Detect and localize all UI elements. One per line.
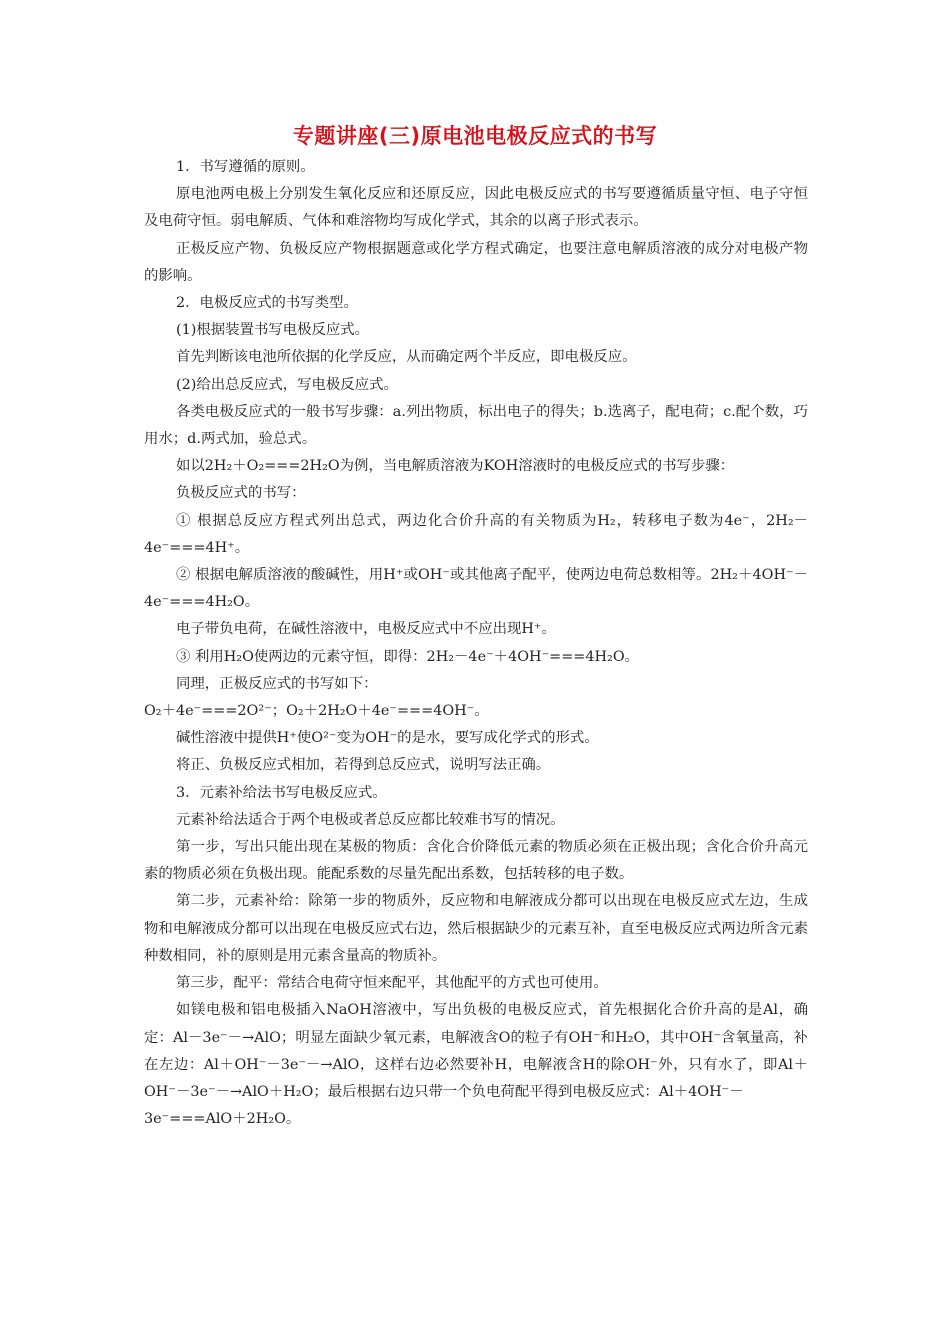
paragraph: (2)给出总反应式，写电极反应式。 — [176, 376, 398, 393]
paragraph: 如镁电极和铝电极插入NaOH溶液中，写出负极的电极反应式，首先根据化合价升高的是Al，确定：Al－3e⁻－→AlO；明显左面缺少氧元素，电解液含O的粒子有OH⁻和H₂O，其中OH⁻含氧量高，补在左边：Al＋OH⁻－3e⁻－→AlO，这样右边必然要补H，电解液含H的除OH⁻外，只有水了，即Al＋OH⁻－3e⁻－→AlO＋H₂O；最后根据右边只带一个负电荷配平得到电极反应式：Al＋4OH⁻－ — [144, 1002, 808, 1100]
paragraph: 1．书写遵循的原则。 — [176, 159, 315, 175]
paragraph: 正极反应产物、负极反应产物根据题意或化学方程式确定，也要注意电解质溶液的成分对电极产物的影响。 — [144, 240, 808, 284]
paragraph: 将正、负极反应式相加，若得到总反应式，说明写法正确。 — [176, 757, 551, 774]
paragraph: 首先判断该电池所依据的化学反应，从而确定两个半反应，即电极反应。 — [176, 349, 637, 366]
paragraph: ① 根据总反应方程式列出总式，两边化合价升高的有关物质为H₂，转移电子数为4e⁻，2H₂－4e⁻===4H⁺。 — [144, 512, 808, 556]
paragraph: 元素补给法适合于两个电极或者总反应都比较难书写的情况。 — [176, 811, 565, 828]
paragraph: 如以2H₂＋O₂===2H₂O为例，当电解质溶液为KOH溶液时的电极反应式的书写步骤： — [176, 458, 735, 475]
paragraph: 3．元素补给法书写电极反应式。 — [176, 784, 387, 801]
paragraph: 第二步，元素补给：除第一步的物质外，反应物和电解液成分都可以出现在电极反应式左边，生成物和电解液成分都可以出现在电极反应式右边，然后根据缺少的元素互补，直至电极反应式两边所含元素种数相同，补的原则是用元素含量高的物质补。 — [144, 893, 808, 964]
paragraph: 负极反应式的书写： — [176, 485, 306, 502]
page-title: 专题讲座(三)原电池电极反应式的书写 — [292, 124, 658, 148]
paragraph: 第三步，配平：常结合电荷守恒来配平，其他配平的方式也可使用。 — [176, 975, 608, 992]
equation-line: O₂＋4e⁻===2O²⁻；O₂＋2H₂O＋4e⁻===4OH⁻。 — [144, 703, 489, 720]
paragraph: ③ 利用H₂O使两边的元素守恒，即得：2H₂－4e⁻＋4OH⁻===4H₂O。 — [176, 648, 640, 665]
paragraph: 原电池两电极上分别发生氧化反应和还原反应，因此电极反应式的书写要遵循质量守恒、电子守恒及电荷守恒。弱电解质、气体和难溶物均写成化学式，其余的以离子形式表示。 — [144, 186, 808, 230]
paragraph: 电子带负电荷，在碱性溶液中，电极反应式中不应出现H⁺。 — [176, 621, 556, 638]
paragraph: 各类电极反应式的一般书写步骤：a.列出物质，标出电子的得失；b.选离子，配电荷；c.配个数，巧用水；d.两式加，验总式。 — [144, 403, 808, 448]
equation-line: 3e⁻===AlO＋2H₂O。 — [144, 1111, 301, 1128]
paragraph: (1)根据装置书写电极反应式。 — [176, 322, 370, 339]
paragraph: 第一步，写出只能出现在某极的物质：含化合价降低元素的物质必须在正极出现；含化合价升高元素的物质必须在负极出现。能配系数的尽量先配出系数，包括转移的电子数。 — [144, 839, 808, 883]
paragraph: 2．电极反应式的书写类型。 — [176, 295, 358, 312]
document-body — [144, 154, 808, 1133]
paragraph: 同理，正极反应式的书写如下： — [176, 675, 378, 692]
paragraph: ② 根据电解质溶液的酸碱性，用H⁺或OH⁻或其他离子配平，使两边电荷总数相等。2H₂＋4OH⁻－4e⁻===4H₂O。 — [144, 567, 808, 611]
paragraph: 碱性溶液中提供H⁺使O²⁻变为OH⁻的是水，要写成化学式的形式。 — [176, 730, 599, 747]
